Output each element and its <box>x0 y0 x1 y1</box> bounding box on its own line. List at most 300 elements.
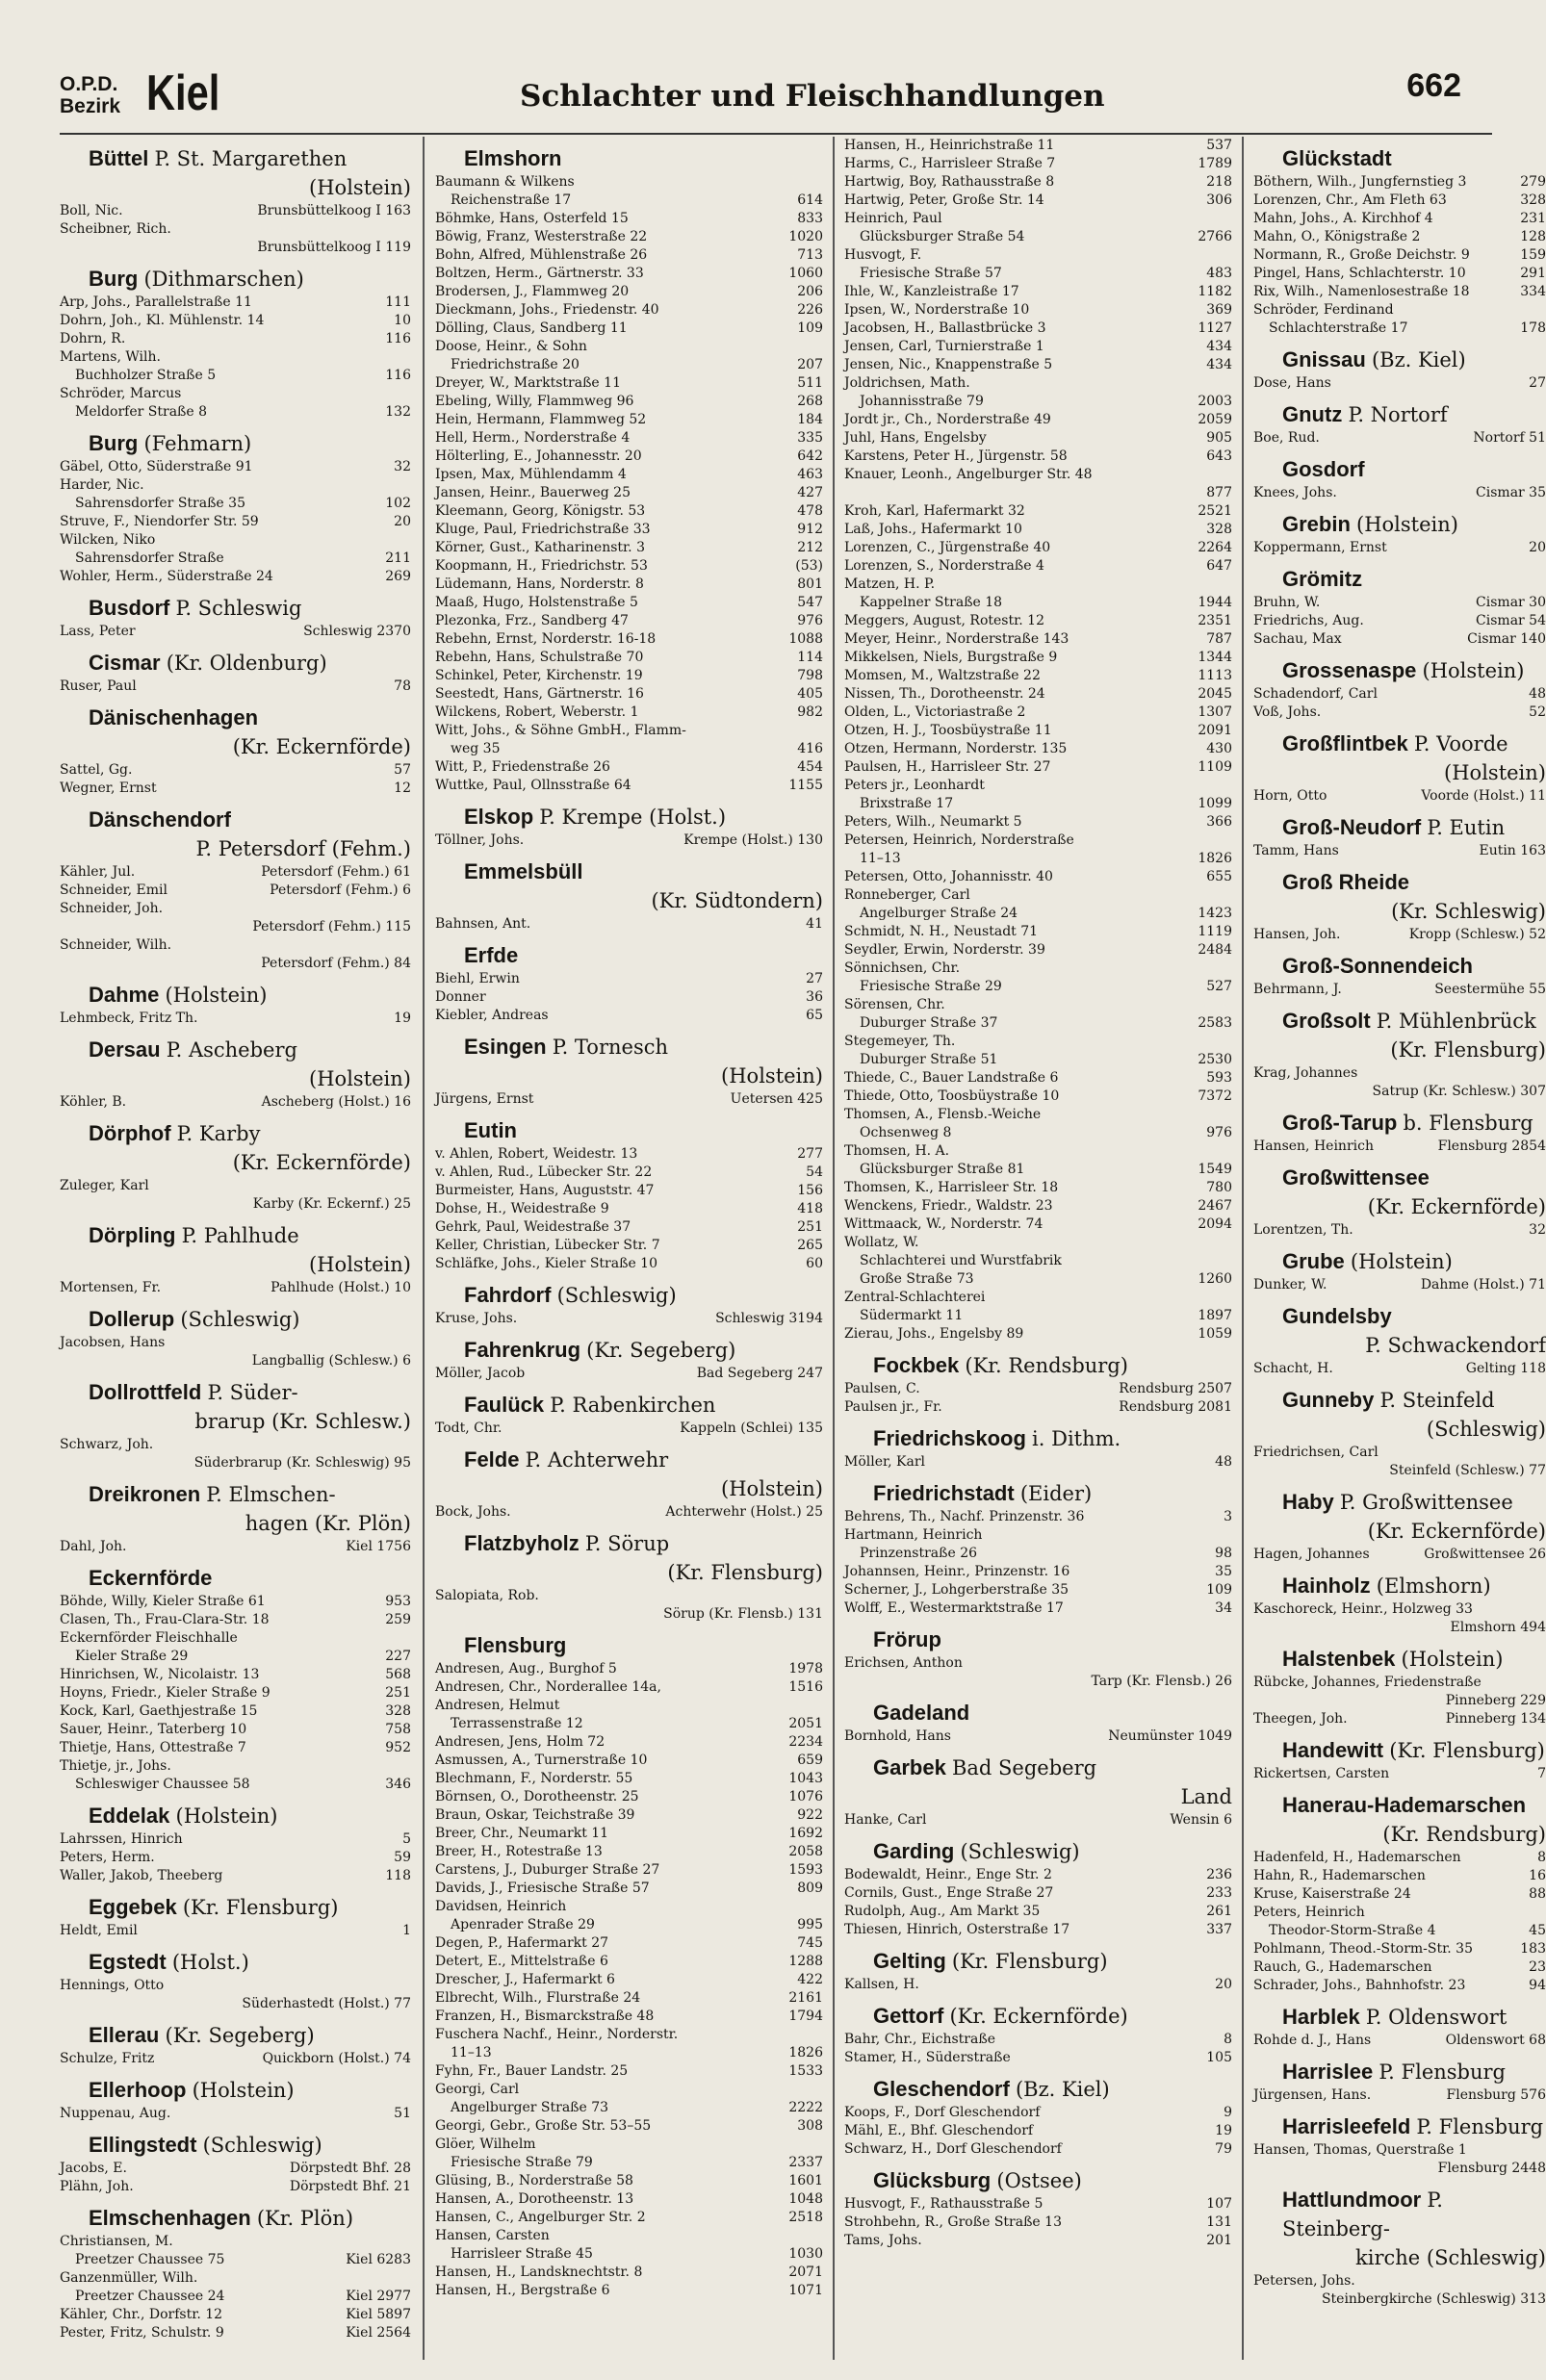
directory-entry <box>1253 429 1546 448</box>
column-2 <box>435 137 823 2360</box>
phone-number: 20 <box>1215 1977 1232 1992</box>
directory-entry <box>435 2026 823 2044</box>
entry-text: Lorenzen, S., Norderstraße 4 <box>844 558 1044 574</box>
place-name: Glückstadt <box>1282 146 1392 170</box>
phone-exchange: Brunsbüttelkoog I 119 <box>257 240 411 255</box>
entry-text: Husvogt, F. <box>844 247 922 263</box>
place-name: Groß Rheide <box>1282 870 1410 894</box>
place-qualifier: P. Süder- <box>207 1381 298 1404</box>
place-heading <box>60 1480 411 1538</box>
directory-entry <box>435 173 823 192</box>
entry-text: Andresen, Helmut <box>435 1698 560 1713</box>
directory-entry <box>60 220 411 239</box>
place-name: Gleschendorf <box>873 2077 1010 2101</box>
phone-number: 418 <box>797 1201 823 1216</box>
place-heading <box>435 1391 823 1420</box>
entry-text: Strohbehn, R., Große Straße 13 <box>844 2214 1062 2230</box>
directory-entry <box>435 649 823 667</box>
directory-entry <box>844 1398 1232 1417</box>
place-qualifier: P. Sörup <box>584 1532 670 1555</box>
entry-continuation <box>60 1352 411 1370</box>
phone-number: 1155 <box>788 778 823 793</box>
place-qualifier: (Kr. Segeberg) <box>165 2024 315 2047</box>
entry-text: weg 35 <box>451 741 501 756</box>
directory-entry <box>435 1825 823 1843</box>
place-heading <box>60 981 411 1010</box>
place-heading <box>1253 729 1546 787</box>
entry-continuation <box>844 393 1232 411</box>
phone-exchange: Kiel 5897 <box>346 2307 411 2322</box>
phone-number: 12 <box>394 781 411 796</box>
entry-text: Thiesen, Hinrich, Osterstraße 17 <box>844 1922 1070 1937</box>
entry-text: Reichenstraße 17 <box>451 192 572 208</box>
directory-entry <box>844 1508 1232 1526</box>
place-heading <box>844 1479 1232 1508</box>
phone-number: 79 <box>1215 2141 1232 2157</box>
entry-text: Seestedt, Hans, Gärtnerstr. 16 <box>435 686 644 702</box>
entry-text: Hinrichsen, W., Nicolaistr. 13 <box>60 1667 260 1682</box>
entry-text: Dieckmann, Johs., Friedenstr. 40 <box>435 302 659 318</box>
entry-continuation <box>60 239 411 257</box>
entry-text: Bodewaldt, Heinr., Enge Str. 2 <box>844 1867 1052 1882</box>
entry-text: Kieler Straße 29 <box>75 1649 189 1664</box>
place-qualifier: (Kr. Oldenburg) <box>166 652 327 675</box>
directory-entry <box>1253 2032 1546 2050</box>
entry-continuation <box>435 1715 823 1733</box>
phone-number: 1516 <box>788 1679 823 1695</box>
entry-text: Mähl, E., Bhf. Gleschendorf <box>844 2123 1034 2138</box>
entry-text: Koopmann, H., Friedrichstr. 53 <box>435 558 648 574</box>
entry-text: v. Ahlen, Robert, Weidestr. 13 <box>435 1146 638 1162</box>
entry-text: Matzen, H. P. <box>844 576 936 592</box>
place-heading <box>435 857 823 915</box>
entry-text: Meggers, August, Rotestr. 12 <box>844 613 1044 628</box>
entry-text: Duburger Straße 51 <box>860 1052 998 1067</box>
entry-text: Lorenzen, Chr., Am Fleth 63 <box>1253 192 1447 208</box>
entry-text: Terrassenstraße 12 <box>451 1716 583 1731</box>
entry-continuation <box>844 1673 1232 1691</box>
entry-text <box>75 1454 189 1472</box>
phone-exchange: Cismar 54 <box>1476 613 1546 628</box>
bezirk-line: Bezirk <box>60 95 121 117</box>
phone-number: 745 <box>797 1935 823 1951</box>
directory-entry <box>844 1069 1232 1088</box>
directory-entry <box>435 539 823 557</box>
entry-continuation <box>844 850 1232 868</box>
directory-entry <box>435 429 823 448</box>
directory-entry <box>1253 1904 1546 1922</box>
phone-exchange: Kiel 1756 <box>346 1539 411 1554</box>
phone-number: 231 <box>1520 211 1546 226</box>
directory-entry <box>60 1830 411 1849</box>
directory-entry <box>844 1866 1232 1884</box>
phone-number: 798 <box>797 668 823 683</box>
place-heading <box>1253 813 1546 842</box>
entry-text: Kruse, Johs. <box>435 1311 518 1326</box>
directory-entry <box>60 780 411 798</box>
entry-text: Wohler, Herm., Süderstraße 24 <box>60 569 273 584</box>
entry-continuation <box>60 1195 411 1214</box>
entry-text: Blechmann, F., Norderstr. 55 <box>435 1771 633 1786</box>
phone-exchange: Gelting 118 <box>1465 1361 1546 1376</box>
directory-entry <box>435 1237 823 1255</box>
entry-text: Jensen, Carl, Turnierstraße 1 <box>844 339 1044 354</box>
place-name: Dollerup <box>89 1307 175 1331</box>
place-qualifier-line2: (Holstein) <box>1444 761 1546 784</box>
entry-text: Ebeling, Willy, Flammweg 96 <box>435 394 634 409</box>
entry-text: Kähler, Jul. <box>60 864 136 880</box>
entry-text: Wilckens, Robert, Weberstr. 1 <box>435 704 639 720</box>
place-qualifier: P. Voorde <box>1413 732 1508 755</box>
directory-entry <box>435 1365 823 1383</box>
place-qualifier: (Ostsee) <box>996 2169 1082 2192</box>
phone-number: 156 <box>797 1183 823 1198</box>
entry-text: Paulsen, C. <box>844 1381 920 1396</box>
phone-number: 478 <box>797 503 823 519</box>
directory-entry <box>844 1903 1232 1921</box>
directory-entry <box>60 1279 411 1297</box>
place-name: Ellerhoop <box>89 2078 187 2102</box>
phone-number: 1897 <box>1198 1308 1232 1323</box>
place-qualifier-line2: (Kr. Flensburg) <box>1390 1038 1546 1062</box>
entry-text: Hartwig, Peter, Große Str. 14 <box>844 192 1044 208</box>
phone-number: 2003 <box>1198 394 1232 409</box>
phone-number: 9 <box>1224 2105 1232 2120</box>
phone-number: 57 <box>394 762 411 778</box>
entry-continuation <box>435 2245 823 2264</box>
place-qualifier: P. Achterwehr <box>525 1448 669 1472</box>
place-qualifier-line2: (Kr. Eckernförde) <box>232 735 411 758</box>
place-qualifier: (Holstein) <box>192 2079 295 2102</box>
place-qualifier: P. Rabenkirchen <box>550 1394 716 1417</box>
entry-text: Heldt, Emil <box>60 1923 138 1938</box>
phone-number: 328 <box>1206 522 1232 537</box>
entry-continuation <box>1253 2290 1546 2309</box>
directory-entry <box>60 900 411 918</box>
place-name: Harrisleefeld <box>1282 2114 1411 2138</box>
place-qualifier: P. Ascheberg <box>166 1038 297 1062</box>
place-name: Grömitz <box>1282 567 1363 591</box>
entry-text: Schlachterstraße 17 <box>1269 320 1408 336</box>
entry-text: Elbrecht, Wilh., Flurstraße 24 <box>435 1990 641 2006</box>
phone-exchange: Rendsburg 2081 <box>1119 1399 1232 1415</box>
entry-text: Theegen, Joh. <box>1253 1711 1348 1727</box>
phone-exchange: Flensburg 576 <box>1446 2087 1546 2103</box>
entry-text: Gehrk, Paul, Weidestraße 37 <box>435 1219 631 1235</box>
place-qualifier: (Bz. Kiel) <box>1015 2078 1110 2101</box>
phone-number: 218 <box>1206 174 1232 190</box>
district-label <box>60 73 120 117</box>
entry-text: Franzen, H., Bismarckstraße 48 <box>435 2009 655 2024</box>
place-heading <box>60 144 411 202</box>
place-qualifier: (Schleswig) <box>960 1840 1080 1863</box>
phone-exchange: Pinneberg 229 <box>1445 1693 1546 1708</box>
place-heading <box>60 2076 411 2105</box>
phone-number: 2234 <box>788 1734 823 1750</box>
place-heading <box>1253 2003 1546 2032</box>
directory-entry <box>60 294 411 312</box>
entry-text: Thiede, C., Bauer Landstraße 6 <box>844 1070 1059 1086</box>
directory-entry <box>435 1861 823 1880</box>
entry-text: Hansen, Thomas, Querstraße 1 <box>1253 2142 1467 2158</box>
phone-number: 265 <box>797 1238 823 1253</box>
entry-text: Nuppenau, Aug. <box>60 2106 171 2121</box>
directory-entry <box>1253 283 1546 301</box>
entry-text: Joldrichsen, Math. <box>844 375 970 391</box>
directory-entry <box>844 1526 1232 1545</box>
entry-text: Karstens, Peter H., Jürgenstr. 58 <box>844 448 1068 464</box>
entry-text: Friedrichstraße 20 <box>451 357 580 372</box>
entry-continuation <box>844 1252 1232 1270</box>
directory-entry <box>60 458 411 476</box>
phone-exchange: Steinbergkirche (Schleswig) 313 <box>1321 2291 1546 2307</box>
place-name: Großsolt <box>1282 1009 1371 1033</box>
entry-text: Normann, R., Große Deichstr. 9 <box>1253 247 1470 263</box>
place-name: Fahrenkrug <box>464 1338 581 1362</box>
entry-text: Ochsenweg 8 <box>860 1125 952 1140</box>
entry-text <box>1269 2290 1316 2309</box>
directory-entry <box>60 2178 411 2196</box>
place-heading <box>1253 1645 1546 1674</box>
entry-text: Schrader, Johs., Bahnhofstr. 23 <box>1253 1978 1466 1993</box>
place-qualifier: P. Karby <box>176 1122 261 1145</box>
entry-text: Petersen, Heinrich, Norderstraße <box>844 832 1074 848</box>
phone-number: 41 <box>806 916 823 932</box>
directory-entry <box>844 630 1232 649</box>
place-qualifier: (Kr. Eckernförde) <box>949 2005 1128 2028</box>
directory-entry <box>435 1218 823 1237</box>
phone-number: 976 <box>797 613 823 628</box>
entry-text: Mikkelsen, Niels, Burgstraße 9 <box>844 650 1058 665</box>
phone-number: 922 <box>797 1807 823 1823</box>
phone-number: 32 <box>1529 1222 1546 1238</box>
entry-continuation <box>435 2154 823 2172</box>
place-heading <box>844 1753 1232 1811</box>
directory-entry <box>844 996 1232 1014</box>
place-heading <box>1253 656 1546 685</box>
directory-entry <box>844 886 1232 905</box>
phone-exchange: Petersdorf (Fehm.) 84 <box>261 956 411 971</box>
entry-text: Fyhn, Fr., Bauer Landstr. 25 <box>435 2063 629 2079</box>
entry-text: Ipsen, W., Norderstraße 10 <box>844 302 1030 318</box>
place-heading <box>435 1446 823 1503</box>
entry-text: Hansen, Heinrich <box>1253 1139 1374 1154</box>
directory-entry <box>435 466 823 484</box>
directory-columns <box>60 137 1546 2360</box>
directory-entry <box>435 988 823 1007</box>
entry-text: Keller, Christian, Lübecker Str. 7 <box>435 1238 660 1253</box>
entry-text: Rübcke, Johannes, Friedenstraße <box>1253 1675 1482 1690</box>
phone-number: 2583 <box>1198 1015 1232 1031</box>
directory-entry <box>435 265 823 283</box>
entry-text: Rebehn, Hans, Schulstraße 70 <box>435 650 644 665</box>
entry-text: Brodersen, J., Flammweg 20 <box>435 284 630 299</box>
entry-text: Rickertsen, Carsten <box>1253 1766 1390 1781</box>
directory-entry <box>435 704 823 722</box>
place-heading <box>435 1336 823 1365</box>
directory-entry <box>1253 1977 1546 1995</box>
directory-entry <box>844 137 1232 155</box>
phone-number: 34 <box>1215 1600 1232 1616</box>
place-qualifier-line2: (Kr. Schleswig) <box>1391 900 1546 923</box>
phone-number: 183 <box>1520 1941 1546 1957</box>
directory-entry <box>435 1806 823 1825</box>
place-name: Flatzbyholz <box>464 1531 580 1555</box>
directory-entry <box>1253 246 1546 265</box>
entry-text: Fuschera Nachf., Heinr., Norderstr. <box>435 2027 679 2042</box>
directory-entry <box>435 228 823 246</box>
directory-entry <box>435 2136 823 2154</box>
entry-continuation <box>844 1307 1232 1325</box>
entry-text: Schneider, Joh. <box>60 901 164 916</box>
phone-exchange: Flensburg 2854 <box>1437 1139 1546 1154</box>
entry-text: Davidsen, Heinrich <box>435 1899 567 1914</box>
entry-text: Husvogt, F., Rathausstraße 5 <box>844 2196 1044 2212</box>
directory-entry <box>435 2081 823 2099</box>
phone-number: 1088 <box>788 631 823 647</box>
entry-text: Wuttke, Paul, Ollnsstraße 64 <box>435 778 631 793</box>
phone-exchange: Bad Segeberg 247 <box>696 1366 823 1381</box>
place-name: Harrislee <box>1282 2060 1374 2084</box>
entry-text: Hanke, Carl <box>844 1812 927 1828</box>
place-qualifier: (Elmshorn) <box>1376 1574 1491 1598</box>
phone-number: 430 <box>1206 741 1232 756</box>
phone-number: 36 <box>806 989 823 1005</box>
entry-text: Wilcken, Niko <box>60 532 156 548</box>
directory-entry <box>435 722 823 740</box>
entry-text: Thietje, jr., Johs. <box>60 1758 171 1774</box>
directory-entry <box>844 539 1232 557</box>
entry-text: Peters, Herm. <box>60 1850 155 1865</box>
entry-text: Arp, Johs., Parallelstraße 11 <box>60 294 252 310</box>
entry-text: Wolff, E., Westermarktstraße 17 <box>844 1600 1064 1616</box>
directory-entry <box>844 338 1232 356</box>
entry-text: Dohrn, R. <box>60 331 126 346</box>
entry-text: Schleswiger Chaussee 58 <box>75 1777 250 1792</box>
directory-entry <box>844 210 1232 228</box>
directory-entry <box>844 557 1232 576</box>
place-name: Halstenbek <box>1282 1647 1396 1671</box>
place-qualifier-line2: (Schleswig) <box>1426 1418 1546 1441</box>
entry-continuation <box>1253 1619 1546 1637</box>
entry-text: Preetzer Chaussee 24 <box>75 2289 225 2304</box>
phone-number: 366 <box>1206 814 1232 830</box>
phone-exchange: Kropp (Schlesw.) 52 <box>1408 927 1546 942</box>
place-qualifier-line2: (Kr. Eckernförde) <box>1367 1520 1546 1543</box>
entry-text: Pingel, Hans, Schlachterstr. 10 <box>1253 266 1466 281</box>
entry-continuation <box>60 955 411 973</box>
place-heading <box>1253 1302 1546 1360</box>
phone-number: 1060 <box>788 266 823 281</box>
place-qualifier: P. Großwittensee <box>1339 1491 1513 1514</box>
phone-number: 976 <box>1206 1125 1232 1140</box>
entry-text: Jürgensen, Hans. <box>1253 2087 1372 2103</box>
phone-number: 647 <box>1206 558 1232 574</box>
phone-number: 2518 <box>788 2210 823 2225</box>
entry-text: Angelburger Straße 24 <box>860 906 1018 921</box>
place-qualifier-line2: (Kr. Südtondern) <box>651 889 823 912</box>
entry-text: Erichsen, Anthon <box>844 1655 963 1671</box>
entry-text: Jacobs, E. <box>60 2161 127 2176</box>
directory-entry <box>60 623 411 641</box>
entry-text: Kaschoreck, Heinr., Holzweg 33 <box>1253 1601 1473 1617</box>
directory-entry <box>844 521 1232 539</box>
place-name: Flensburg <box>464 1633 567 1657</box>
phone-number: 78 <box>394 678 411 694</box>
directory-entry <box>1253 630 1546 649</box>
place-heading <box>1253 2058 1546 2086</box>
phone-number: 8 <box>1537 1850 1546 1865</box>
page-number: 662 <box>1406 67 1461 104</box>
place-qualifier: P. Krempe (Holst.) <box>539 806 727 829</box>
entry-text: Meyer, Heinr., Norderstraße 143 <box>844 631 1069 647</box>
place-qualifier-line2: Land <box>1180 1785 1232 1808</box>
entry-text: Cornils, Gust., Enge Straße 27 <box>844 1885 1054 1901</box>
phone-number: 405 <box>797 686 823 702</box>
entry-text: Prinzenstraße 26 <box>860 1546 978 1561</box>
phone-number: 27 <box>806 971 823 986</box>
phone-number: 48 <box>1215 1454 1232 1470</box>
phone-exchange: Großwittensee 26 <box>1424 1547 1546 1562</box>
place-qualifier: Bad Segeberg <box>951 1756 1097 1779</box>
directory-entry <box>60 385 411 403</box>
entry-text: Hansen, Carsten <box>435 2228 550 2243</box>
entry-text: Boltzen, Herm., Gärtnerstr. 33 <box>435 266 644 281</box>
phone-number: 116 <box>385 331 411 346</box>
place-name: Gnutz <box>1282 402 1343 426</box>
place-heading <box>1253 1572 1546 1600</box>
phone-number: 111 <box>385 294 411 310</box>
directory-entry <box>60 2160 411 2178</box>
directory-entry <box>1253 1765 1546 1783</box>
phone-number: 758 <box>385 1722 411 1737</box>
place-name: Hanerau-Hademarschen <box>1282 1793 1527 1817</box>
phone-number: 905 <box>1206 430 1232 446</box>
place-name: Harblek <box>1282 2005 1360 2029</box>
entry-text: Johannsen, Heinr., Prinzenstr. 16 <box>844 1564 1070 1579</box>
entry-text: Lehmbeck, Fritz Th. <box>60 1011 198 1026</box>
place-heading <box>844 1424 1232 1453</box>
phone-number: 655 <box>1206 869 1232 884</box>
entry-text: Dohse, H., Weidestraße 9 <box>435 1201 609 1216</box>
page-title: Schlachter und Fleischhandlungen <box>520 79 1105 114</box>
entry-continuation <box>844 265 1232 283</box>
entry-text: Hoyns, Friedr., Kieler Straße 9 <box>60 1685 271 1701</box>
phone-number: 227 <box>385 1649 411 1664</box>
phone-number: 16 <box>1529 1868 1546 1883</box>
entry-text: Hansen, C., Angelburger Str. 2 <box>435 2210 646 2225</box>
district-city: Kiel <box>146 65 220 121</box>
directory-entry <box>844 1727 1232 1746</box>
place-qualifier: (Holstein) <box>175 1804 278 1828</box>
directory-entry <box>60 513 411 531</box>
entry-text: Hagen, Johannes <box>1253 1547 1370 1562</box>
phone-number: 527 <box>1206 979 1232 994</box>
directory-entry <box>435 1971 823 1989</box>
place-heading <box>1253 1164 1546 1221</box>
entry-text: Zuleger, Karl <box>60 1178 149 1193</box>
entry-continuation <box>435 2099 823 2117</box>
place-qualifier-line2: brarup (Kr. Schlesw.) <box>194 1410 411 1433</box>
place-name: Gettorf <box>873 2004 944 2028</box>
phone-number: 35 <box>1215 1564 1232 1579</box>
phone-number: 2045 <box>1198 686 1232 702</box>
place-heading <box>1253 1386 1546 1444</box>
directory-entry <box>1253 192 1546 210</box>
directory-entry <box>435 594 823 612</box>
place-qualifier: P. Pahlhude <box>181 1224 299 1247</box>
phone-number: 982 <box>797 704 823 720</box>
